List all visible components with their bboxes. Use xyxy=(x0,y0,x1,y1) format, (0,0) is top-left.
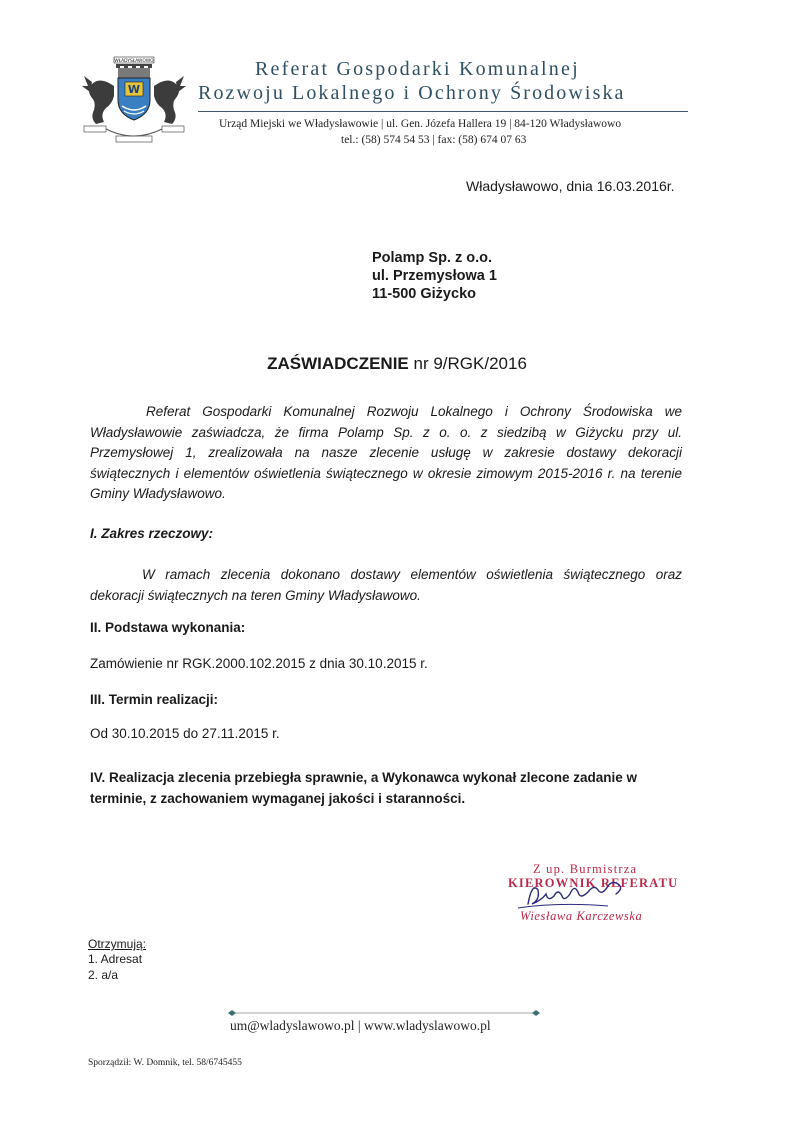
recipient-list-item: 1. Adresat xyxy=(88,952,143,966)
recipient-street: ul. Przemysłowa 1 xyxy=(372,268,497,284)
recipient-city: 11-500 Giżycko xyxy=(372,286,476,302)
handwritten-signature xyxy=(508,872,658,917)
title-number: nr 9/RGK/2016 xyxy=(413,354,527,373)
recipient-list-item: 2. a/a xyxy=(88,968,119,982)
coat-of-arms-icon xyxy=(78,56,190,148)
coat-of-arms-logo xyxy=(78,56,190,148)
section-heading-scope: I. Zakres rzeczowy: xyxy=(90,526,214,541)
title-word: ZAŚWIADCZENIE xyxy=(267,354,409,373)
signature-icon xyxy=(508,872,658,917)
section-body-term: Od 30.10.2015 do 27.11.2015 r. xyxy=(90,726,280,741)
document-title xyxy=(0,354,794,374)
coat-banner-text: WŁADYSŁAWOWO xyxy=(114,59,154,64)
section-body-scope: W ramach zlecenia dokonano dostawy elementów oświetlenia świątecznego oraz dekoracji świątecznych na teren Gminy Władysławowo. xyxy=(90,567,682,603)
recipient-name: Polamp Sp. z o.o. xyxy=(372,250,493,266)
section-heading-basis: II. Podstawa wykonania: xyxy=(90,620,246,635)
date-line: Władysławowo, dnia 16.03.2016r. xyxy=(466,178,675,194)
section-body-basis: Zamówienie nr RGK.2000.102.2015 z dnia 30.10.2015 r. xyxy=(90,656,428,671)
svg-text:W: W xyxy=(127,83,141,96)
office-address: Urząd Miejski we Władysławowie | ul. Gen. Józefa Hallera 19 | 84-120 Władysławowo xyxy=(219,118,622,130)
header-divider xyxy=(198,111,688,112)
footer-divider xyxy=(228,1006,540,1018)
stamp-line3: Wiesława Karczewska xyxy=(520,909,643,923)
final-statement: IV. Realizacja zlecenia przebiegła sprawnie, a Wykonawca wykonał zlecone zadanie w terminie, z zachowaniem wymaganej jakości i staranności. xyxy=(90,770,637,806)
stamp-line2: KIEROWNIK REFERATU xyxy=(508,876,679,890)
footer-contact-links[interactable]: um@wladyslawowo.pl | www.wladyslawowo.pl xyxy=(230,1018,491,1033)
recipients-heading: Otrzymują: xyxy=(88,937,147,951)
department-name-line1: Referat Gospodarki Komunalnej xyxy=(255,58,580,80)
section-heading-term: III. Termin realizacji: xyxy=(90,692,219,707)
department-name-line2: Rozwoju Lokalnego i Ochrony Środowiska xyxy=(198,82,626,104)
office-phones: tel.: (58) 574 54 53 | fax: (58) 674 07 63 xyxy=(341,134,527,146)
prepared-by-note: Sporządził: W. Domnik, tel. 58/6745455 xyxy=(88,1058,242,1068)
intro-paragraph: Referat Gospodarki Komunalnej Rozwoju Lokalnego i Ochrony Środowiska we Władysławowie zaświadcza, że firma Polamp Sp. z o. o. z siedzibą w Giżycku przy ul. Przemysłowej 1, zrealizowała na nasze zlecenie usługę w zakresie dostawy dekoracji świątecznych i elementów oświetlenia świątecznego w okresie zimowym 2015-2016 r. na terenie Gminy Władysławowo. xyxy=(90,404,682,501)
stamp-line1: Z up. Burmistrza xyxy=(533,862,638,876)
